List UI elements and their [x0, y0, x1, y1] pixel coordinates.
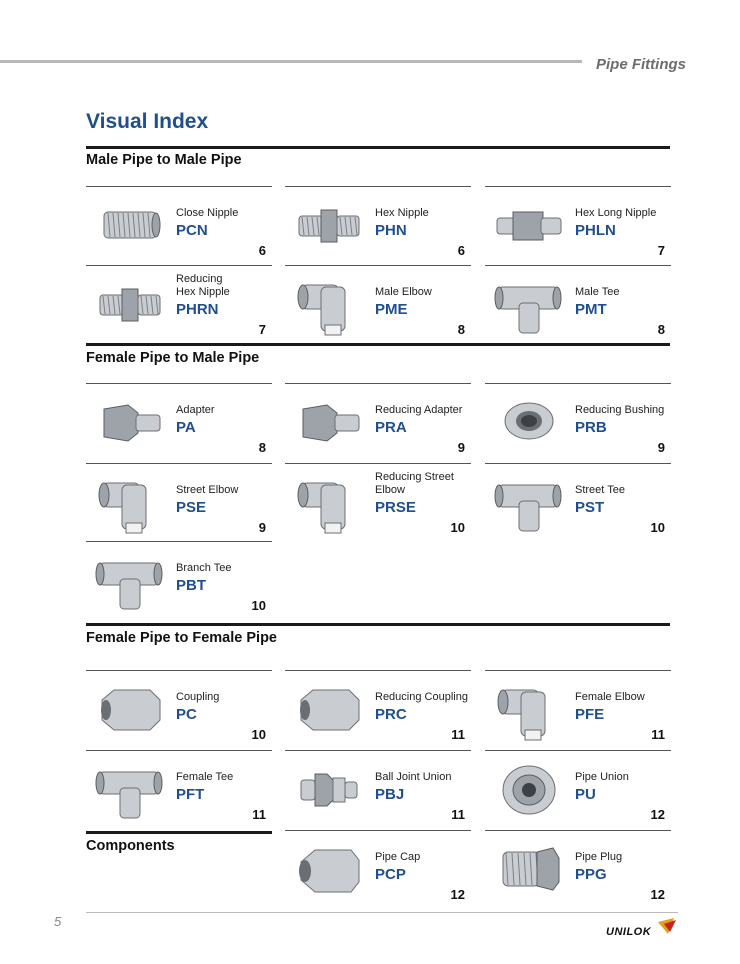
product-code: PBJ — [375, 786, 405, 803]
coupling-fitting-icon — [94, 678, 166, 742]
card-rule — [285, 186, 471, 187]
product-card-pbj[interactable] — [285, 750, 471, 830]
product-card-phln[interactable] — [485, 186, 671, 266]
product-code: PHLN — [575, 222, 616, 239]
product-card-pse[interactable] — [86, 463, 272, 543]
product-name: Adapter — [176, 404, 215, 416]
card-rule — [86, 750, 272, 751]
product-name: Branch Tee — [176, 562, 232, 574]
product-card-pbt[interactable] — [86, 541, 272, 621]
product-page-number: 11 — [451, 727, 465, 742]
product-page-number: 12 — [650, 807, 665, 822]
card-rule — [485, 830, 671, 831]
product-code: PMT — [575, 301, 607, 318]
card-rule — [86, 265, 272, 266]
product-code: PC — [176, 706, 197, 723]
product-code: PPG — [575, 866, 607, 883]
long-nipple-fitting-icon — [493, 194, 565, 258]
product-code: PME — [375, 301, 408, 318]
product-card-pst[interactable] — [485, 463, 671, 543]
product-code: PRB — [575, 419, 607, 436]
product-name: Female Tee — [176, 771, 234, 783]
product-page-number: 9 — [457, 440, 465, 455]
card-rule — [285, 830, 471, 831]
union-fitting-icon — [293, 758, 365, 822]
elbow-fitting-icon — [493, 678, 565, 742]
card-rule — [86, 186, 272, 187]
page-title: Visual Index — [86, 110, 209, 133]
product-page-number: 11 — [252, 807, 266, 822]
product-card-pu[interactable] — [485, 750, 671, 830]
section-rule — [86, 831, 272, 834]
section-title-female-female: Female Pipe to Female Pipe — [86, 630, 277, 646]
product-code: PBT — [176, 577, 206, 594]
card-rule — [86, 383, 272, 384]
product-name: Male Tee — [575, 286, 620, 298]
header-rule — [0, 60, 582, 63]
header-title: Pipe Fittings — [596, 56, 686, 73]
product-name: Hex Nipple — [375, 207, 429, 219]
product-page-number: 8 — [457, 322, 465, 337]
product-code: PST — [575, 499, 605, 516]
product-code: PRC — [375, 706, 407, 723]
product-name: Female Elbow — [575, 691, 645, 703]
product-page-number: 8 — [258, 440, 266, 455]
product-card-pfe[interactable] — [485, 670, 671, 750]
product-page-number: 7 — [258, 322, 266, 337]
nipple-fitting-icon — [94, 194, 166, 258]
tee-fitting-icon — [493, 471, 565, 535]
pipe-union-fitting-icon — [493, 758, 565, 822]
tee-fitting-icon — [493, 273, 565, 337]
adapter-fitting-icon — [293, 391, 365, 455]
coupling-fitting-icon — [293, 678, 365, 742]
card-rule — [485, 670, 671, 671]
card-rule — [485, 186, 671, 187]
product-page-number: 10 — [650, 520, 665, 535]
tee-fitting-icon — [94, 549, 166, 613]
product-name: Pipe Plug — [575, 851, 623, 863]
card-rule — [86, 541, 272, 542]
product-code: PRSE — [375, 499, 416, 516]
section-title-components: Components — [86, 838, 175, 854]
product-name: Coupling — [176, 691, 220, 703]
card-rule — [285, 383, 471, 384]
product-card-ppg[interactable] — [485, 830, 671, 910]
card-rule — [485, 750, 671, 751]
product-card-prb[interactable] — [485, 383, 671, 463]
section-title-male-male: Male Pipe to Male Pipe — [86, 152, 242, 168]
product-card-pc[interactable] — [86, 670, 272, 750]
product-code: PCN — [176, 222, 208, 239]
product-card-phn[interactable] — [285, 186, 471, 266]
elbow-fitting-icon — [293, 273, 365, 337]
product-name: Ball Joint Union — [375, 771, 452, 783]
product-card-pa[interactable] — [86, 383, 272, 463]
product-page-number: 11 — [651, 727, 665, 742]
product-card-pft[interactable] — [86, 750, 272, 830]
product-page-number: 11 — [451, 807, 465, 822]
card-rule — [285, 670, 471, 671]
hex-nipple-fitting-icon — [293, 194, 365, 258]
product-name: Pipe Union — [575, 771, 629, 783]
product-code: PA — [176, 419, 196, 436]
product-code: PFT — [176, 786, 205, 803]
product-name: Reducing Street Elbow — [375, 471, 454, 496]
product-code: PHN — [375, 222, 407, 239]
product-code: PRA — [375, 419, 407, 436]
product-code: PSE — [176, 499, 207, 516]
product-page-number: 10 — [251, 598, 266, 613]
product-card-pcp[interactable] — [285, 830, 471, 910]
product-card-prc[interactable] — [285, 670, 471, 750]
page-number: 5 — [54, 914, 62, 929]
card-rule — [86, 463, 272, 464]
product-card-prse[interactable] — [285, 463, 471, 543]
product-code: PHRN — [176, 301, 219, 318]
product-card-pra[interactable] — [285, 383, 471, 463]
product-page-number: 10 — [251, 727, 266, 742]
tee-fitting-icon — [94, 758, 166, 822]
product-name: Street Tee — [575, 484, 625, 496]
product-code: PU — [575, 786, 596, 803]
card-rule — [485, 463, 671, 464]
elbow-fitting-icon — [94, 471, 166, 535]
product-page-number: 12 — [650, 887, 665, 902]
product-name: Male Elbow — [375, 286, 432, 298]
product-code: PCP — [375, 866, 406, 883]
card-rule — [485, 383, 671, 384]
product-page-number: 10 — [450, 520, 465, 535]
product-page-number: 9 — [258, 520, 266, 535]
card-rule — [285, 463, 471, 464]
product-page-number: 9 — [657, 440, 665, 455]
product-card-pmt[interactable] — [485, 265, 671, 345]
product-name: Close Nipple — [176, 207, 239, 219]
card-rule — [285, 750, 471, 751]
product-card-phrn[interactable] — [86, 265, 272, 345]
bushing-fitting-icon — [493, 391, 565, 455]
hex-nipple-fitting-icon — [94, 273, 166, 337]
product-code: PFE — [575, 706, 605, 723]
product-page-number: 6 — [457, 243, 465, 258]
product-page-number: 7 — [657, 243, 665, 258]
product-card-pme[interactable] — [285, 265, 471, 345]
product-name: Reducing Coupling — [375, 691, 468, 703]
logo-text: UNILOK — [606, 926, 652, 938]
card-rule — [485, 265, 671, 266]
section-rule — [86, 146, 670, 149]
cap-fitting-icon — [293, 838, 365, 902]
footer-rule — [86, 912, 678, 913]
product-name: Street Elbow — [176, 484, 239, 496]
product-page-number: 12 — [450, 887, 465, 902]
section-title-female-male: Female Pipe to Male Pipe — [86, 350, 260, 366]
product-name: Reducing Adapter — [375, 404, 463, 416]
elbow-fitting-icon — [293, 471, 365, 535]
product-name: Reducing Bushing — [575, 404, 665, 416]
product-card-pcn[interactable] — [86, 186, 272, 266]
plug-fitting-icon — [493, 838, 565, 902]
product-page-number: 8 — [657, 322, 665, 337]
product-page-number: 6 — [258, 243, 266, 258]
product-name: Hex Long Nipple — [575, 207, 657, 219]
unilok-logo — [606, 916, 680, 942]
card-rule — [86, 670, 272, 671]
card-rule — [285, 265, 471, 266]
adapter-fitting-icon — [94, 391, 166, 455]
product-name: Reducing Hex Nipple — [176, 273, 230, 298]
section-rule — [86, 623, 670, 626]
product-name: Pipe Cap — [375, 851, 421, 863]
